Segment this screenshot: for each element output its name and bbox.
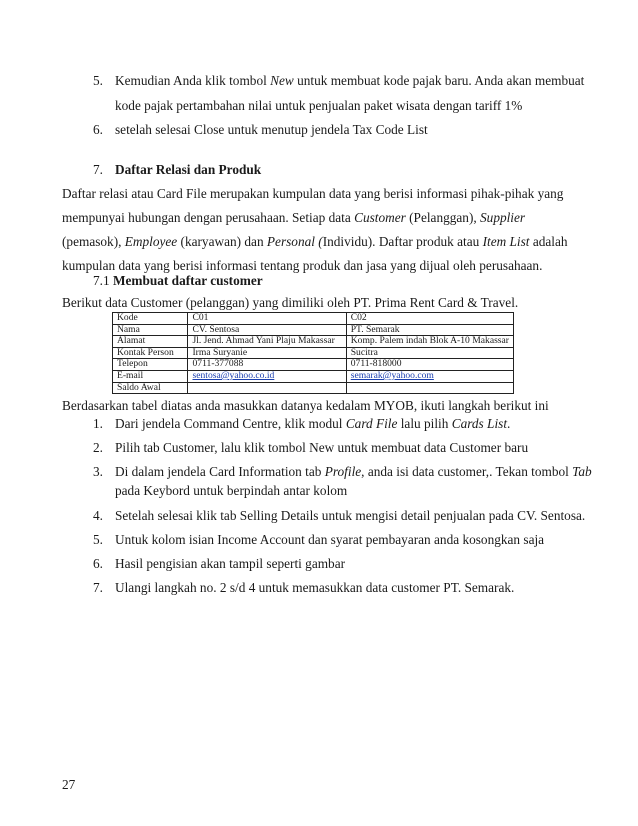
paragraph-line: kode pajak pertambahan nilai untuk penjualan paket wisata dengan tariff 1% <box>115 98 523 113</box>
table-cell: C01 <box>188 313 346 325</box>
subsection-title: Membuat daftar customer <box>112 273 263 288</box>
customer-table <box>112 312 514 394</box>
table-row <box>113 370 514 382</box>
text: lalu pilih <box>397 416 452 431</box>
paragraph-line: setelah selesai Close untuk menutup jendela Tax Code List <box>115 122 428 137</box>
table-cell: Irma Suryanie <box>188 347 346 359</box>
table-cell <box>346 370 513 382</box>
list-number: 2. <box>93 440 103 455</box>
text-italic: Supplier <box>480 210 526 225</box>
table-cell <box>188 370 346 382</box>
list-item <box>115 464 592 480</box>
text-italic: Personal ( <box>266 234 323 249</box>
subsection-heading <box>93 273 263 289</box>
text-italic: Profile <box>324 464 362 479</box>
table-row-label: E-mail <box>113 370 188 382</box>
list-item: Hasil pengisian akan tampil seperti gambar <box>115 556 346 571</box>
list-item: Setelah selesai klik tab Selling Details untuk mengisi detail penjualan pada CV. Sentosa. <box>115 508 586 523</box>
table-row-label: Kontak Person <box>113 347 188 359</box>
table-cell: Jl. Jend. Ahmad Yani Plaju Makassar <box>188 336 346 348</box>
subsection-number: 7.1 <box>93 273 113 288</box>
paragraph-line: kumpulan data yang berisi informasi tentang produk dan jasa yang dijual oleh perusahaan. <box>62 258 543 273</box>
section-heading: Daftar Relasi dan Produk <box>115 162 262 177</box>
text: Kemudian Anda klik tombol <box>115 73 271 88</box>
table-cell: 0711-818000 <box>346 359 513 371</box>
table-row-label: Kode <box>113 313 188 325</box>
section-number: 7. <box>93 162 103 177</box>
table-cell: C02 <box>346 313 513 325</box>
table-cell: 0711-377088 <box>188 359 346 371</box>
text: mempunyai hubungan dengan perusahaan. Setiap data <box>62 210 355 225</box>
text: , anda isi data customer,. Tekan tombol <box>361 464 573 479</box>
paragraph-line <box>62 210 525 226</box>
paragraph-line: Berikut data Customer (pelanggan) yang dimiliki oleh PT. Prima Rent Card & Travel. <box>62 295 519 310</box>
text: (karyawan) dan <box>177 234 267 249</box>
text: Di dalam jendela Card Information tab <box>115 464 325 479</box>
page-number: 27 <box>62 777 76 792</box>
list-number: 3. <box>93 464 103 479</box>
table-cell: Komp. Palem indah Blok A-10 Makassar <box>346 336 513 348</box>
table-cell: Sucitra <box>346 347 513 359</box>
text-italic: Tab <box>572 464 592 479</box>
list-item: Ulangi langkah no. 2 s/d 4 untuk memasukkan data customer PT. Semarak. <box>115 580 515 595</box>
text: adalah <box>529 234 568 249</box>
text-italic: Customer <box>354 210 406 225</box>
list-number: 5. <box>93 73 103 88</box>
list-item-continuation: pada Keybord untuk berpindah antar kolom <box>115 483 348 498</box>
text: (Pelanggan), <box>405 210 481 225</box>
list-number: 6. <box>93 122 103 137</box>
paragraph-line: Daftar relasi atau Card File merupakan kumpulan data yang berisi informasi pihak-pihak yang <box>62 186 564 201</box>
table-row-label: Telepon <box>113 359 188 371</box>
text-italic: Cards List <box>451 416 508 431</box>
text: untuk membuat kode pajak baru. Anda akan membuat <box>293 73 585 88</box>
table-cell <box>346 382 513 394</box>
table-cell <box>188 382 346 394</box>
text: Individu). Daftar produk atau <box>322 234 483 249</box>
text: Dari jendela Command Centre, klik modul <box>115 416 346 431</box>
text: (pemasok), <box>62 234 125 249</box>
text: . <box>507 416 511 431</box>
paragraph-line <box>115 73 584 89</box>
table-row <box>113 336 514 348</box>
table-row <box>113 347 514 359</box>
text-italic: New <box>270 73 294 88</box>
paragraph-line <box>62 234 568 250</box>
table-row <box>113 324 514 336</box>
table-row-label: Saldo Awal <box>113 382 188 394</box>
table-row-label: Nama <box>113 324 188 336</box>
text-italic: Card File <box>345 416 398 431</box>
table-cell: CV. Sentosa <box>188 324 346 336</box>
text-italic: Item List <box>482 234 530 249</box>
list-number: 7. <box>93 580 103 595</box>
list-item: Pilih tab Customer, lalu klik tombol New untuk membuat data Customer baru <box>115 440 529 455</box>
list-item <box>115 416 510 432</box>
table-row-label: Alamat <box>113 336 188 348</box>
list-number: 4. <box>93 508 103 523</box>
table-row <box>113 359 514 371</box>
list-number: 5. <box>93 532 103 547</box>
list-number: 6. <box>93 556 103 571</box>
paragraph-line: Berdasarkan tabel diatas anda masukkan datanya kedalam MYOB, ikuti langkah berikut ini <box>62 398 549 413</box>
list-number: 1. <box>93 416 103 431</box>
list-item: Untuk kolom isian Income Account dan syarat pembayaran anda kosongkan saja <box>115 532 545 547</box>
table-row <box>113 313 514 325</box>
table-cell: PT. Semarak <box>346 324 513 336</box>
table-row <box>113 382 514 394</box>
text-italic: Employee <box>124 234 178 249</box>
email-link[interactable]: sentosa@yahoo.co.id <box>192 369 275 381</box>
email-link[interactable]: semarak@yahoo.com <box>350 369 434 381</box>
